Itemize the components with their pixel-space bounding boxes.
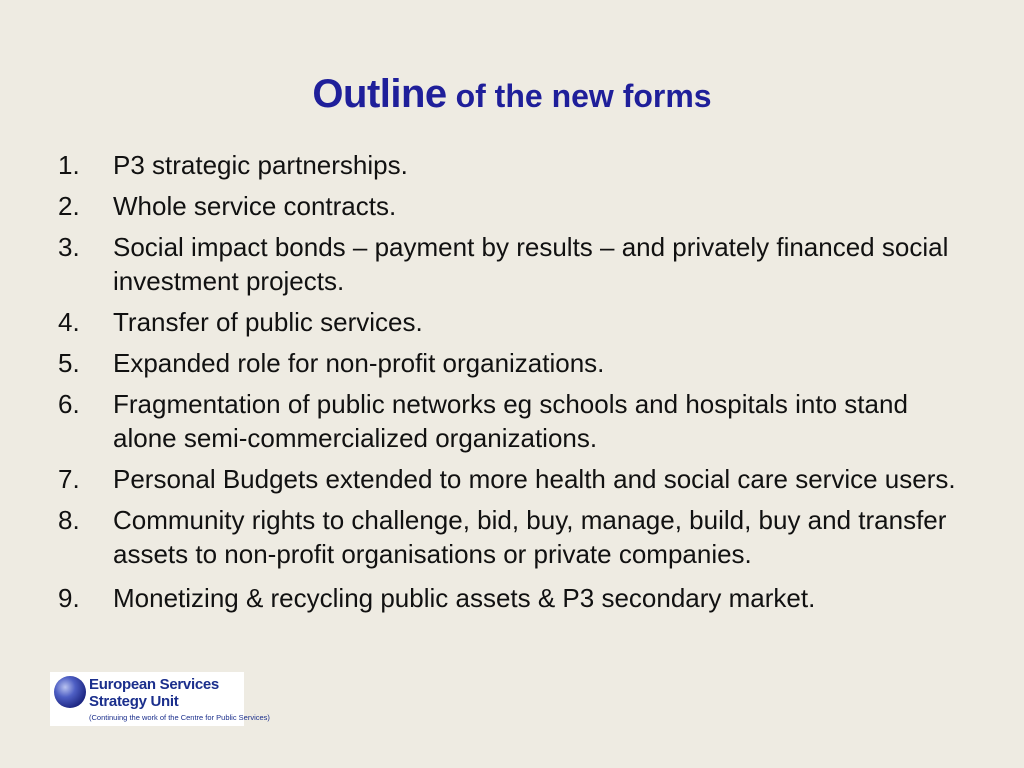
list-item bbox=[58, 148, 958, 182]
logo-line-1: European Services bbox=[89, 676, 219, 693]
list-item-number: 9. bbox=[58, 583, 80, 613]
list-item bbox=[58, 189, 958, 223]
list-item-text: Transfer of public services. bbox=[113, 307, 423, 337]
list-item-text: Expanded role for non-profit organizations. bbox=[113, 348, 605, 378]
list-item-number: 8. bbox=[58, 505, 80, 535]
list-item-number: 5. bbox=[58, 348, 80, 378]
list-item-number: 1. bbox=[58, 150, 80, 180]
globe-icon bbox=[53, 675, 87, 709]
list-item-number: 6. bbox=[58, 389, 80, 419]
list-item bbox=[58, 230, 958, 298]
list-item-number: 4. bbox=[58, 307, 80, 337]
list-item-text: Community rights to challenge, bid, buy, manage, build, buy and transfer assets to non-profit organisations or private companies. bbox=[113, 505, 947, 569]
list-item bbox=[58, 503, 958, 571]
list-item-text: Social impact bonds – payment by results – and privately financed social investment projects. bbox=[113, 232, 949, 296]
list-item-text: P3 strategic partnerships. bbox=[113, 150, 408, 180]
list-item-number: 3. bbox=[58, 232, 80, 262]
list-item bbox=[58, 462, 958, 496]
esu-logo bbox=[50, 672, 270, 726]
outline-list bbox=[58, 148, 958, 622]
logo-line-2: Strategy Unit bbox=[89, 693, 179, 710]
logo-line-3: (Continuing the work of the Centre for Public Services) bbox=[89, 713, 270, 722]
list-item-number: 2. bbox=[58, 191, 80, 221]
list-item bbox=[58, 387, 958, 455]
list-item-text: Personal Budgets extended to more health and social care service users. bbox=[113, 464, 956, 494]
title-main: Outline bbox=[312, 72, 447, 116]
list-item bbox=[58, 346, 958, 380]
list-item bbox=[58, 305, 958, 339]
list-item-text: Whole service contracts. bbox=[113, 191, 397, 221]
list-item-number: 7. bbox=[58, 464, 80, 494]
title-rest: of the new forms bbox=[446, 78, 712, 114]
list-item bbox=[58, 581, 958, 615]
list-item-text: Fragmentation of public networks eg schools and hospitals into stand alone semi-commercialized organizations. bbox=[113, 389, 908, 453]
list-item-text: Monetizing & recycling public assets & P3 secondary market. bbox=[113, 583, 816, 613]
slide-title bbox=[0, 72, 1024, 117]
